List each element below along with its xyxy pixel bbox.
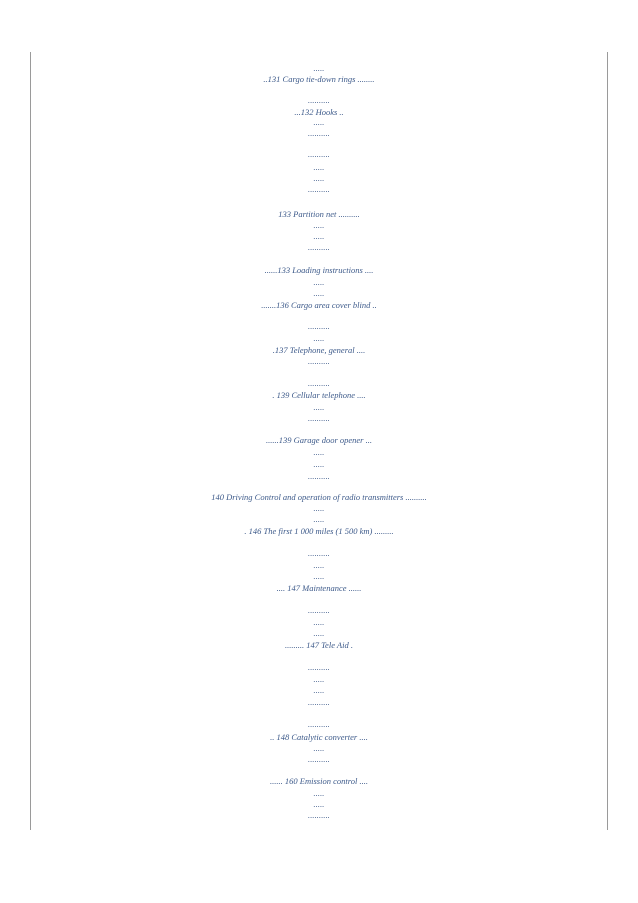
toc-entry[interactable]: .......136 Cargo area cover blind .. [261,300,377,310]
toc-line: .......... [308,755,330,764]
toc-line: .......... [308,379,330,388]
toc-line: ..... [313,64,325,73]
toc-line: ..... [313,789,325,798]
toc-line: .......... [308,96,330,105]
toc-line: ..... [313,618,325,627]
toc-line: ..... [313,629,325,638]
toc-line: .......... [308,322,330,331]
top-left-crop-mark [30,52,31,62]
toc-line: ..... [313,572,325,581]
toc-line: ..... [313,561,325,570]
bottom-left-crop-mark [30,820,31,830]
toc-line: .......... [308,129,330,138]
toc-line: ..... [313,278,325,287]
toc-entry[interactable]: ......139 Garage door opener ... [265,435,372,445]
toc-entry[interactable]: .137 Telephone, general .... [272,345,366,355]
bottom-right-crop-mark [607,820,608,830]
toc-line: .......... [308,698,330,707]
toc-line: ..... [313,174,325,183]
toc-line: .......... [308,663,330,672]
toc-line: .......... [308,414,330,423]
toc-entry[interactable]: ......... 147 Tele Aid . [284,640,353,650]
toc-line: .......... [308,185,330,194]
toc-line: .......... [308,720,330,729]
toc-line: ..... [313,448,325,457]
toc-line: .......... [308,357,330,366]
toc-line: ..... [313,504,325,513]
toc-line: ..... [313,460,325,469]
toc-line: ..... [313,289,325,298]
top-right-crop-mark [607,52,608,62]
toc-line: ..... [313,334,325,343]
toc-entry[interactable]: ..131 Cargo tie-down rings ........ [263,74,375,84]
toc-entry[interactable]: ......133 Loading instructions .... [264,265,374,275]
toc-entry[interactable]: . 139 Cellular telephone .... [272,390,366,400]
toc-line: ..... [313,744,325,753]
toc-line: .......... [308,150,330,159]
toc-line: .......... [308,811,330,820]
toc-entry[interactable]: 133 Partition net .......... [278,209,360,219]
toc-line: .......... [308,472,330,481]
toc-line: ..... [313,675,325,684]
toc-entry[interactable]: 140 Driving Control and operation of radio transmitters .......... [211,492,427,502]
toc-line: .......... [308,243,330,252]
toc-line: ..... [313,232,325,241]
toc-line: .......... [308,606,330,615]
toc-entry[interactable]: . 146 The first 1 000 miles (1 500 km) ......... [244,526,394,536]
toc-entry[interactable]: .... 147 Maintenance ...... [276,583,362,593]
toc-entry[interactable]: ...... 160 Emission control .... [270,776,368,786]
toc-line: .......... [308,549,330,558]
toc-entry[interactable]: .. 148 Catalytic converter .... [270,732,368,742]
toc-line: ..... [313,800,325,809]
toc-line: ..... [313,163,325,172]
toc-line: ..... [313,686,325,695]
toc-line: ..... [313,221,325,230]
toc-line: ..... [313,403,325,412]
toc-line: ..... [313,515,325,524]
toc-entry[interactable]: ...132 Hooks .. [294,107,344,117]
toc-line: ..... [313,118,325,127]
